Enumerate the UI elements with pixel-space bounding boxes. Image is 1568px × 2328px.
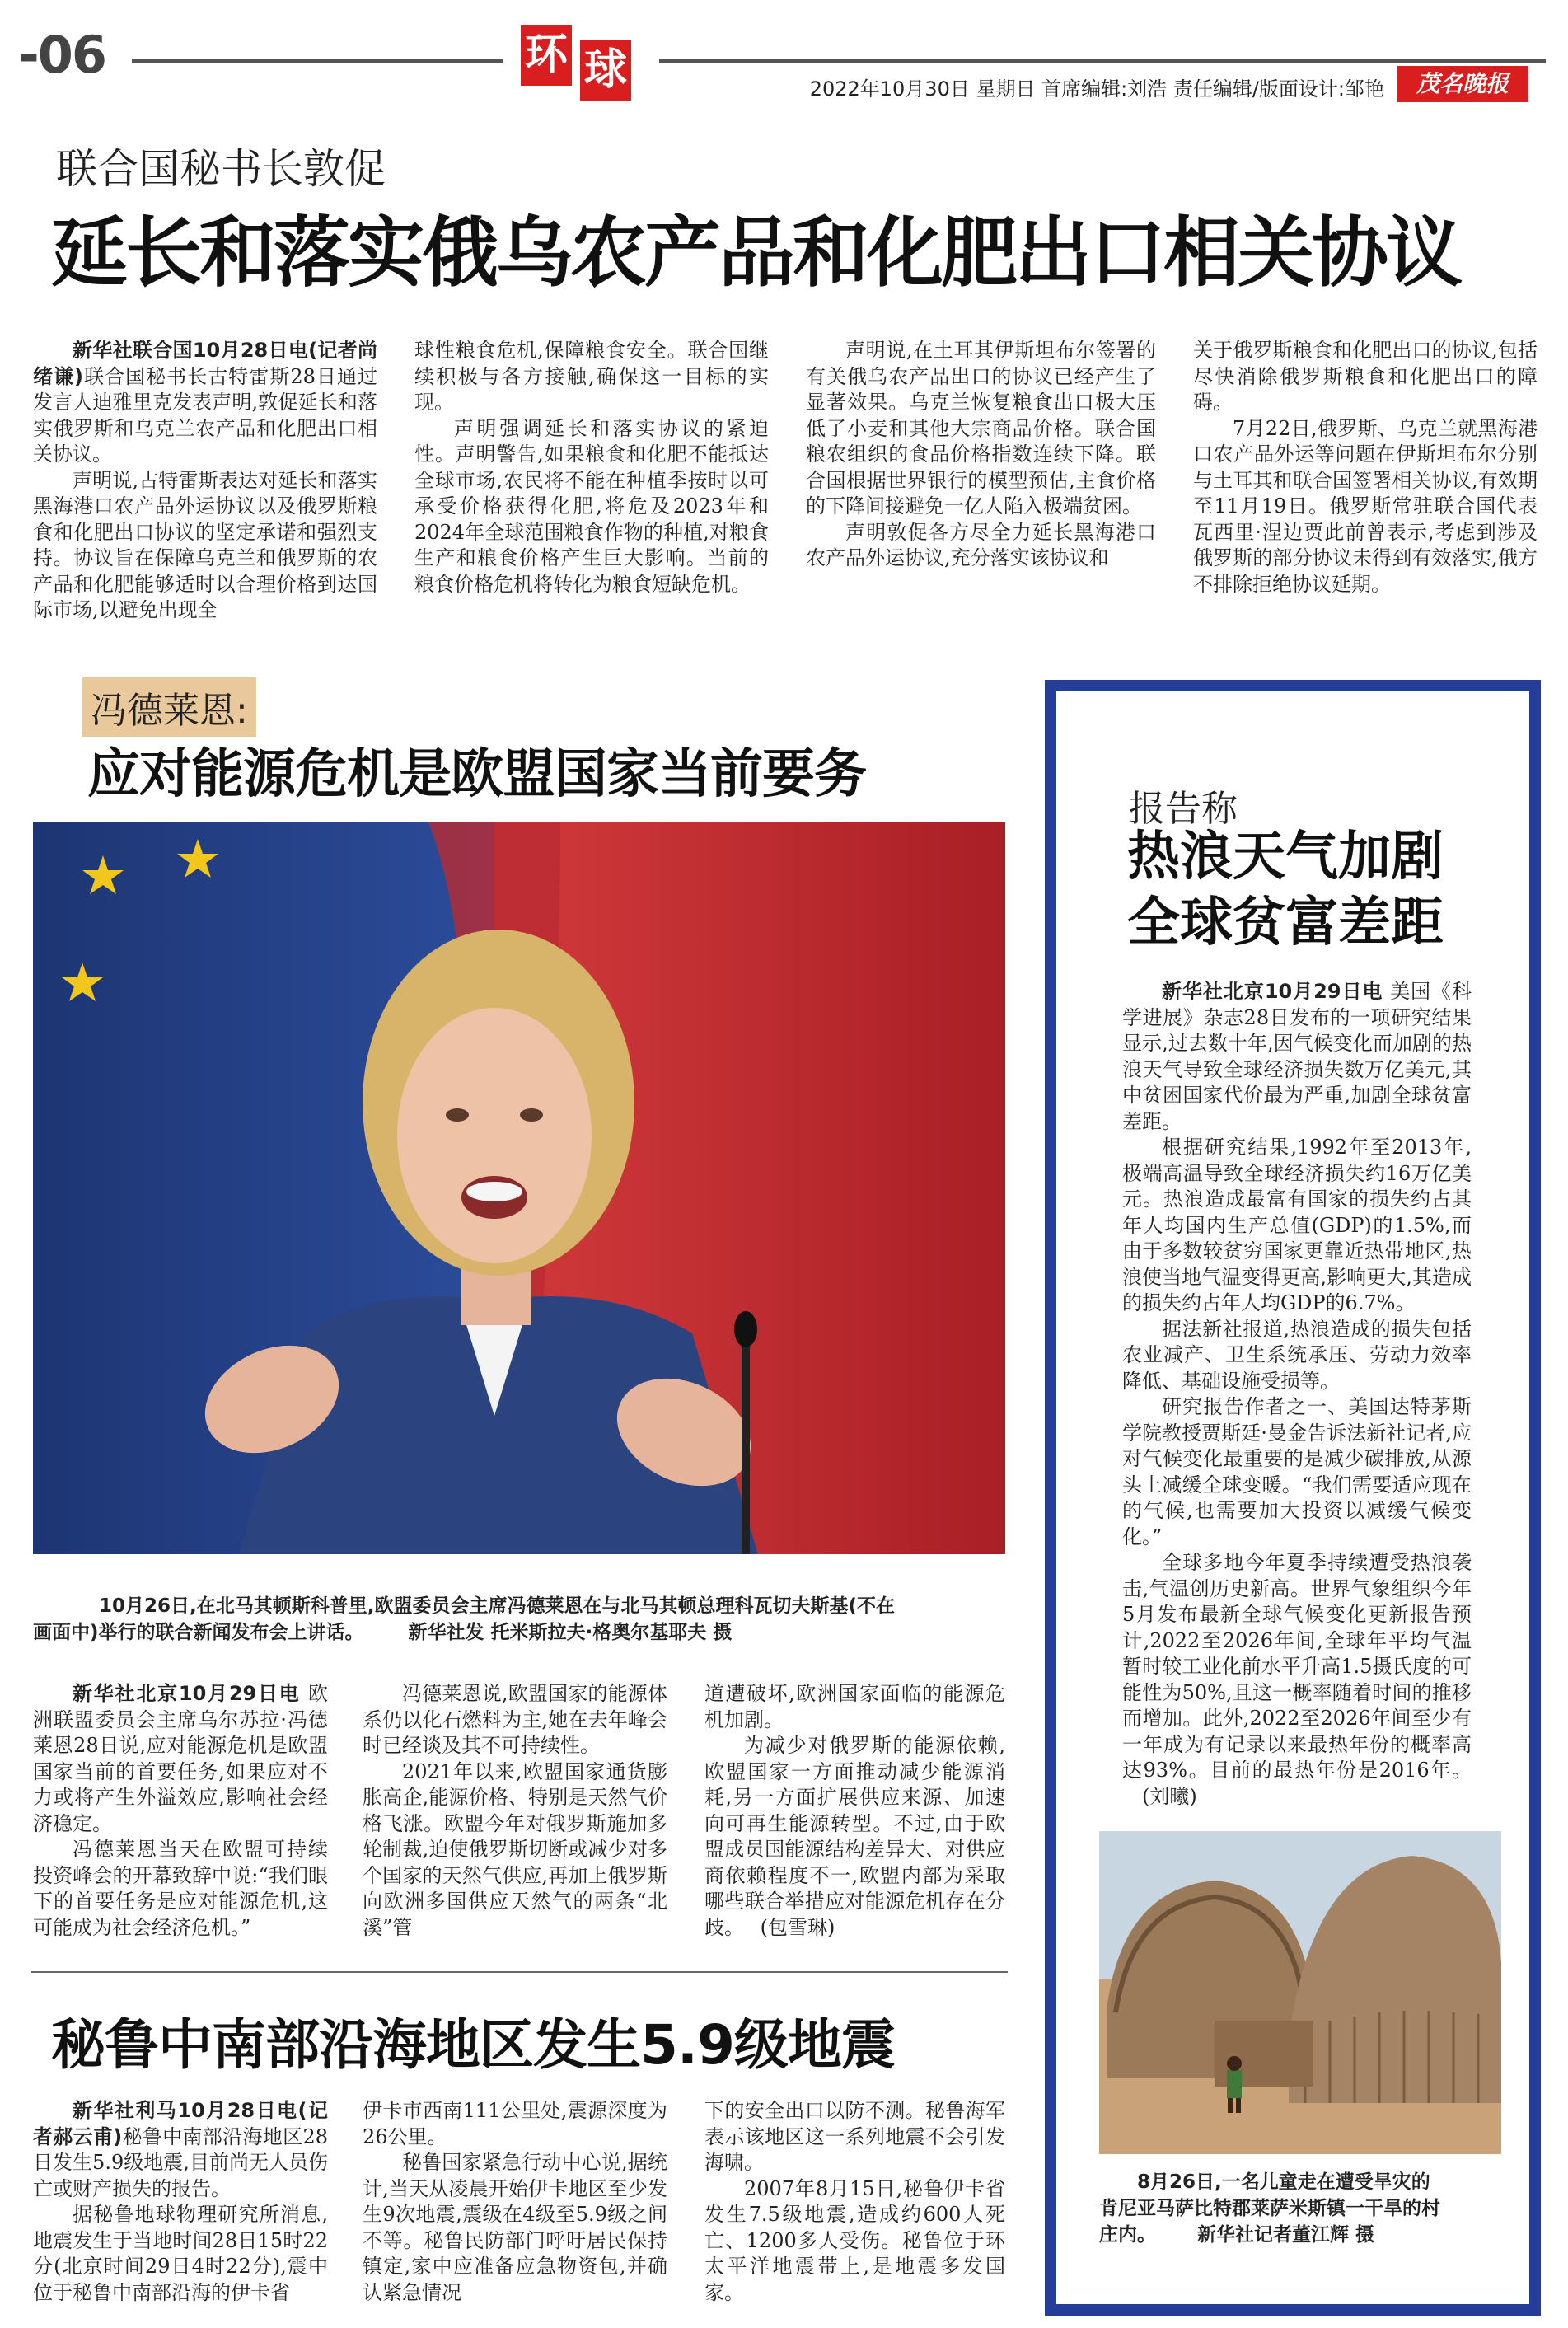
article4-caption-line1: 8月26日,一名儿童走在遭受旱灾的: [1137, 2171, 1430, 2193]
page-number: -06: [18, 25, 106, 85]
article1-dateline: 新华社联合国10月28日电(记者尚绪谦): [33, 339, 377, 388]
article4-body: [1122, 979, 1472, 1810]
article4-para3: 据法新社报道,热浪造成的损失包括农业减产、卫生系统承压、劳动力效率降低、基础设施受损等。: [1122, 1317, 1472, 1393]
article3-column-2: [363, 2098, 667, 2306]
article4-caption-line2: 肯尼亚马萨比特郡莱萨米斯镇一干旱的村: [1099, 2198, 1440, 2219]
article1-col2-para1: 球性粮食危机,保障粮食安全。联合国继续积极与各方接触,确保这一目标的实现。: [414, 339, 769, 414]
article2-title: 应对能源危机是欧盟国家当前要务: [87, 744, 866, 805]
article4-photo: [1099, 1831, 1501, 2154]
article3-col2-para1: 伊卡市西南111公里处,震源深度为26公里。: [363, 2099, 667, 2148]
article2-col2-para1: 冯德莱恩说,欧盟国家的能源体系仍以化石燃料为主,她在去年峰会时已经谈及其不可持续性。: [363, 1682, 667, 1757]
article1-kicker: 联合国秘书长敦促: [56, 145, 386, 193]
article3-col2-para2: 秘鲁国家紧急行动中心说,据统计,当天从凌晨开始伊卡地区至少发生9次地震,震级在4级至5.9级之间不等。秘鲁民防部门呼吁居民保持镇定,家中应准备应急物资包,并确认紧急情况: [363, 2151, 667, 2304]
header-rule-right: [659, 59, 1546, 63]
article2-caption-credit: 新华社发 托米斯拉夫·格奥尔基耶夫 摄: [408, 1622, 733, 1643]
speaker-photo-illustration: [33, 822, 1005, 1554]
article2-column-3: [704, 1681, 1005, 1941]
article1-col3-para1: 声明说,在土耳其伊斯坦布尔签署的有关俄乌农产品出口的协议已经产生了显著效果。乌克兰恢复粮食出口极大压低了小麦和其他大宗商品价格。联合国粮农组织的食品价格指数连续下降。联合国根据世界银行的模型预估,主食价格的下降间接避免一亿人陷入极端贫困。: [806, 339, 1156, 518]
paper-logo: 茂名晚报: [1397, 66, 1528, 102]
article4-para4: 研究报告作者之一、美国达特茅斯学院教授贾斯廷·曼金告诉法新社记者,应对气候变化最重要的是减少碳排放,从源头上减缓全球变暖。“我们需要适应现在的气候,也需要加大投资以减缓气候变化。”: [1122, 1395, 1472, 1548]
article4-caption-credit: 新华社记者董江辉 摄: [1197, 2224, 1375, 2246]
article2-photo-caption: [33, 1593, 1005, 1646]
article4-para1: 新华社北京10月29日电 美国《科学进展》杂志28日发布的一项研究结果显示,过去数十年,因气候变化而加剧的热浪天气导致全球经济损失数万亿美元,其中贫困国家代价最为严重,加剧全球贫富差距。: [1122, 980, 1472, 1133]
section-char-2: 球: [580, 40, 631, 101]
article3-title: 秘鲁中南部沿海地区发生5.9级地震: [51, 2013, 895, 2077]
header-info: 2022年10月30日 星期日 首席编辑:刘浩 责任编辑/版面设计:邹艳: [809, 77, 1384, 101]
article2-dateline: 新华社北京10月29日电: [73, 1682, 301, 1705]
article4-para2: 根据研究结果,1992年至2013年,极端高温导致全球经济损失约16万亿美元。热浪造成最富有国家的损失约占其年人均国内生产总值(GDP)的1.5%,而由于多数较贫穷国家更靠近热带地区,热浪使当地气温变得更高,影响更大,其造成的损失约占年人均GDP的6.7%。: [1122, 1136, 1472, 1314]
article2-column-1: [33, 1681, 328, 1941]
section-char-1: 环: [521, 25, 572, 86]
article4-title: [1127, 824, 1444, 956]
article4-title-line2: 全球贫富差距: [1127, 892, 1444, 953]
article1-col1-para2: 声明说,古特雷斯表达对延长和落实黑海港口农产品外运协议以及俄罗斯粮食和化肥出口协议的坚定承诺和强烈支持。协议旨在保障乌克兰和俄罗斯的农产品和化肥能够适时以合理价格到达国际市场,以避免出现全: [33, 468, 377, 621]
article3-col1-para1: 新华社利马10月28日电(记者郝云甫)秘鲁中南部沿海地区28日发生5.9级地震,目前尚无人员伤亡或财产损失的报告。: [33, 2099, 328, 2200]
article1-column-3: [806, 338, 1156, 572]
article2-column-2: [363, 1681, 667, 1941]
article4-dateline: 新华社北京10月29日电: [1162, 980, 1383, 1003]
article1-column-2: [414, 338, 769, 597]
article1-col1-para1: 新华社联合国10月28日电(记者尚绪谦)联合国秘书长古特雷斯28日通过发言人迪雅里克发表声明,敦促延长和落实俄罗斯和乌克兰农产品和化肥出口相关协议。: [33, 339, 377, 466]
article2-col2-para2: 2021年以来,欧盟国家通货膨胀高企,能源价格、特别是天然气价格飞涨。欧盟今年对俄罗斯施加多轮制裁,迫使俄罗斯切断或减少对多个国家的天然气供应,再加上俄罗斯向欧洲多国供应天然气的两条“北溪”管: [363, 1759, 667, 1939]
article1-column-4: [1193, 338, 1538, 597]
article1-column-1: [33, 338, 377, 624]
article4-photo-caption: [1099, 2169, 1503, 2248]
header-rule-left: [132, 59, 503, 63]
article3-column-3: [704, 2098, 1005, 2306]
article2-col3-para2: 为减少对俄罗斯的能源依赖,欧盟国家一方面推动减少能源消耗,另一方面扩展供应来源、加速向可再生能源转型。不过,由于欧盟成员国能源结构差异大、对供应商依赖程度不一,欧盟内部为采取哪些联合举措应对能源危机存在分歧。 (包雪琳): [704, 1734, 1005, 1939]
article4-para5: 全球多地今年夏季持续遭受热浪袭击,气温创历史新高。世界气象组织今年5月发布最新全球气候变化更新报告预计,2022至2026年间,全球年平均气温暂时较工业化前水平升高1.5摄氏度的可能性为50%,且这一概率随着时间的推移而增加。此外,2022至2026年间至少有一年成为有记录以来最热年份的概率高达93%。目前的最热年份是2016年。(刘曦): [1122, 1551, 1472, 1808]
section-divider: [31, 1971, 1008, 1973]
article1-col2-para2: 声明强调延长和落实协议的紧迫性。声明警告,如果粮食和化肥不能抵达全球市场,农民将不能在种植季按时以可承受价格获得化肥,将危及2023年和2024年全球范围粮食作物的种植,对粮食生产和粮食价格产生巨大影响。当前的粮食价格危机将转化为粮食短缺危机。: [414, 416, 769, 596]
article2-caption-line1: 10月26日,在北马其顿斯科普里,欧盟委员会主席冯德莱恩在与北马其顿总理科瓦切夫斯基(不在: [99, 1595, 895, 1617]
article3-col1-para2: 据秘鲁地球物理研究所消息,地震发生于当地时间28日15时22分(北京时间29日4时22分),震中位于秘鲁中南部沿海的伊卡省: [33, 2203, 328, 2304]
article2-photo: [33, 822, 1005, 1554]
article2-author: (包雪琳): [760, 1915, 835, 1939]
article2-col1-para2: 冯德莱恩当天在欧盟可持续投资峰会的开幕致辞中说:“我们眼下的首要任务是应对能源危机,这可能成为社会经济危机。”: [33, 1838, 328, 1939]
article4-author: (刘曦): [1142, 1784, 1197, 1808]
article4-caption-line3: 庄内。 新华社记者董江辉 摄: [1099, 2224, 1375, 2246]
section-logo: [521, 25, 636, 107]
article2-kicker: 冯德莱恩:: [82, 677, 256, 737]
article3-dateline: 新华社利马10月28日电(记者郝云甫): [33, 2099, 328, 2148]
article1-col3-para2: 声明敦促各方尽全力延长黑海港口农产品外运协议,充分落实该协议和: [806, 520, 1156, 569]
article2-caption-line2: 画面中)举行的联合新闻发布会上讲话。 新华社发 托米斯拉夫·格奥尔基耶夫 摄: [33, 1622, 733, 1643]
article1-col4-para1: 关于俄罗斯粮食和化肥出口的协议,包括尽快消除俄罗斯粮食和化肥出口的障碍。: [1193, 339, 1538, 414]
article1-title: 延长和落实俄乌农产品和化肥出口相关协议: [51, 208, 1460, 297]
article2-col1-para1: 新华社北京10月29日电 欧洲联盟委员会主席乌尔苏拉·冯德莱恩28日说,应对能源危机是欧盟国家当前的首要任务,如果应对不力或将产生外溢效应,影响社会经济稳定。: [33, 1682, 329, 1835]
article4-kicker: 报告称: [1129, 788, 1238, 830]
article4-title-line1: 热浪天气加剧: [1127, 827, 1444, 888]
article3-col3-para1: 下的安全出口以防不测。秘鲁海军表示该地区这一系列地震不会引发海啸。: [704, 2099, 1005, 2174]
village-photo-illustration: [1099, 1831, 1501, 2154]
article3-column-1: [33, 2098, 328, 2306]
article3-col3-para2: 2007年8月15日,秘鲁伊卡省发生7.5级地震,造成约600人死亡、1200多人受伤。秘鲁位于环太平洋地震带上,是地震多发国家。: [704, 2176, 1005, 2304]
article2-col3-para1: 道遭破坏,欧洲国家面临的能源危机加剧。: [704, 1682, 1005, 1731]
article1-col4-para2: 7月22日,俄罗斯、乌克兰就黑海港口农产品外运等问题在伊斯坦布尔分别与土耳其和联合国签署相关协议,有效期至11月19日。俄罗斯常驻联合国代表瓦西里·涅边贾此前曾表示,考虑到涉及俄罗斯的部分协议未得到有效落实,俄方不排除拒绝协议延期。: [1193, 416, 1538, 596]
